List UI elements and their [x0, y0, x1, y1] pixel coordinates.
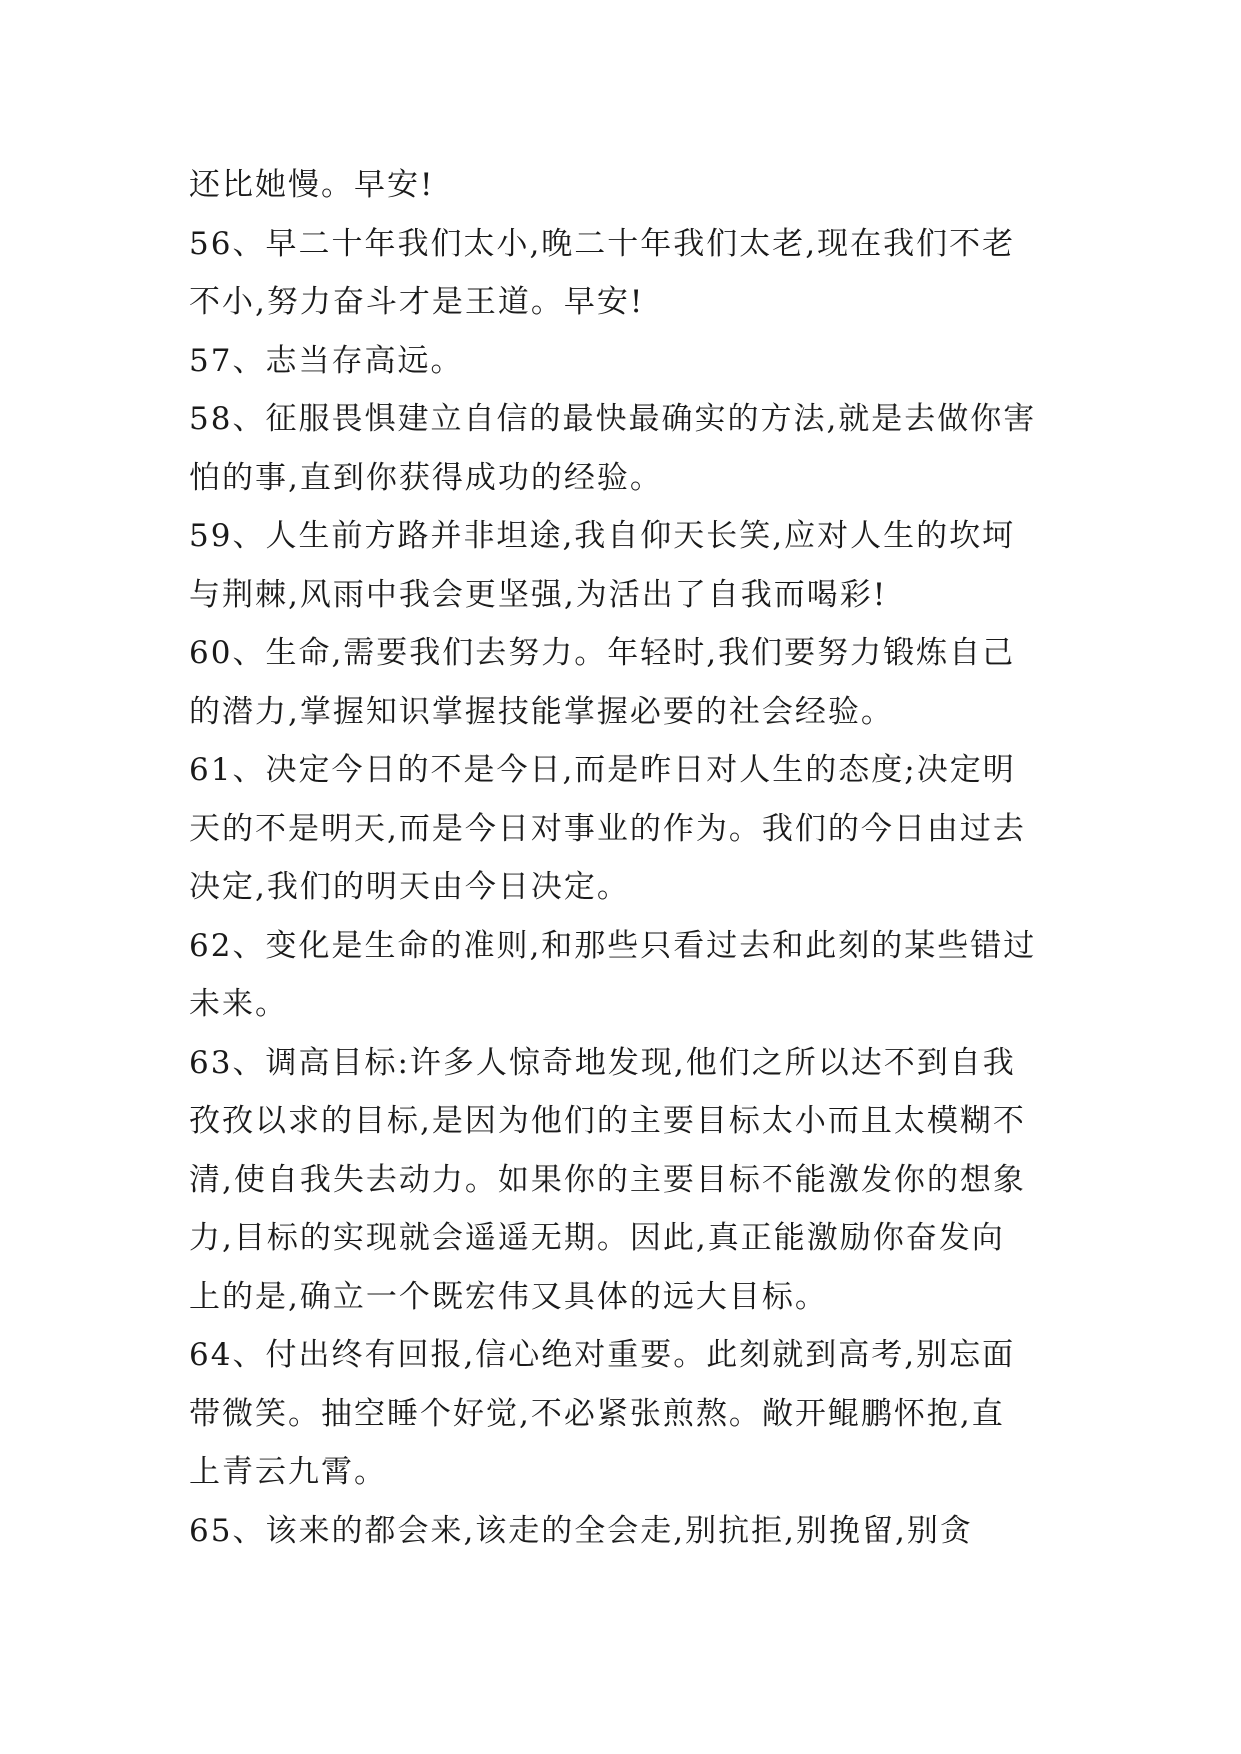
- text-line: 64、付出终有回报,信心绝对重要。此刻就到高考,别忘面: [189, 1337, 1016, 1373]
- text-line: 上青云九霄。: [189, 1454, 387, 1490]
- text-line: 清,使自我失去动力。如果你的主要目标不能激发你的想象: [189, 1161, 1026, 1198]
- text-line: 56、早二十年我们太小,晚二十年我们太老,现在我们不老: [189, 225, 1016, 262]
- text-line: 65、该来的都会来,该走的全会走,别抗拒,别挽留,别贪: [189, 1512, 973, 1549]
- text-line: 未来。: [189, 986, 288, 1022]
- text-line: 决定,我们的明天由今日决定。: [189, 869, 630, 905]
- text-line: 怕的事,直到你获得成功的经验。: [189, 459, 663, 496]
- text-line: 天的不是明天,而是今日对事业的作为。我们的今日由过去: [189, 810, 1026, 847]
- text-line: 孜孜以求的目标,是因为他们的主要目标太小而且太模糊不: [189, 1103, 1026, 1139]
- text-line: 63、调高目标:许多人惊奇地发现,他们之所以达不到自我: [189, 1044, 1016, 1081]
- text-line: 58、征服畏惧建立自信的最快最确实的方法,就是去做你害: [189, 401, 1037, 437]
- text-line: 力,目标的实现就会遥遥无期。因此,真正能激励你奋发向: [189, 1220, 1005, 1256]
- text-line: 59、人生前方路并非坦途,我自仰天长笑,应对人生的坎坷: [189, 518, 1016, 554]
- text-line: 上的是,确立一个既宏伟又具体的远大目标。: [189, 1278, 828, 1315]
- text-line: 与荆棘,风雨中我会更坚强,为活出了自我而喝彩!: [189, 576, 888, 613]
- body-text: [189, 156, 1059, 1560]
- text-line: 带微笑。抽空睡个好觉,不必紧张煎熬。敞开鲲鹏怀抱,直: [189, 1395, 1005, 1432]
- text-line: 不小,努力奋斗才是王道。早安!: [189, 284, 645, 320]
- text-line: 60、生命,需要我们去努力。年轻时,我们要努力锻炼自己: [189, 635, 1016, 671]
- text-line: 62、变化是生命的准则,和那些只看过去和此刻的某些错过: [189, 927, 1037, 964]
- text-line: 还比她慢。早安!: [189, 167, 435, 203]
- text-line: 61、决定今日的不是今日,而是昨日对人生的态度;决定明: [189, 752, 1016, 788]
- text-line: 的潜力,掌握知识掌握技能掌握必要的社会经验。: [189, 693, 894, 730]
- text-line: 57、志当存高远。: [189, 342, 464, 379]
